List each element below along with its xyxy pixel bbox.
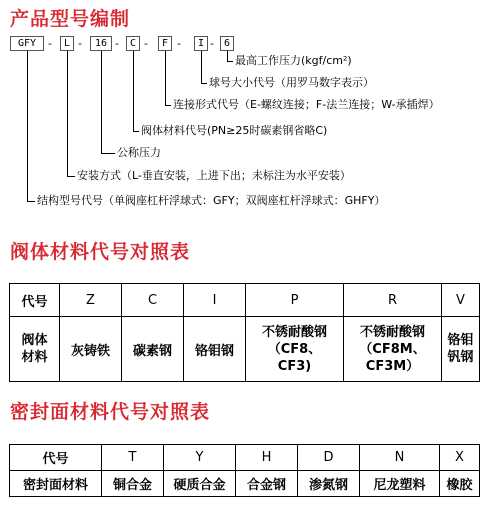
material-line: 不锈耐酸钢 (359, 324, 425, 340)
material-line: 钒钢 (447, 350, 474, 365)
code-box-c: C (126, 36, 140, 51)
code-box-l: L (60, 36, 74, 51)
code-cell: P (246, 284, 344, 317)
code-box-6: 6 (220, 36, 234, 51)
connector-line (67, 176, 75, 177)
material-cell: 碳素钢 (122, 317, 184, 382)
row-label-cell: 密封面材料 (10, 471, 102, 497)
material-cell (442, 317, 480, 382)
material-line: 铬钼 (447, 333, 474, 348)
code-box-16: 16 (90, 36, 112, 51)
material-cell: 铬钼钢 (184, 317, 246, 382)
table-row (10, 471, 480, 497)
desc-body-material: 阀体材料代号(PN≥25时碳素钢省略C) (141, 124, 328, 137)
material-line: CF3) (277, 358, 312, 374)
material-line: 不锈耐酸钢 (261, 324, 327, 340)
material-cell: 尼龙塑料 (360, 471, 440, 497)
code-cell: R (344, 284, 442, 317)
section-title-seal-material: 密封面材料代号对照表 (10, 401, 211, 423)
table-header-row (10, 445, 480, 471)
desc-install-mode: 安装方式（L-垂直安装，上进下出；未标注为水平安装） (77, 169, 351, 182)
code-box-gfy: GFY (10, 36, 44, 51)
code-separator: - (177, 37, 181, 50)
connector-line (27, 51, 28, 202)
header-cell: 代号 (10, 445, 102, 471)
material-cell: 灰铸铁 (60, 317, 122, 382)
code-cell: Y (164, 445, 236, 471)
desc-max-pressure: 最高工作压力(kgf/cm²) (235, 54, 352, 67)
code-cell: C (122, 284, 184, 317)
connector-line (133, 131, 139, 132)
code-box-f: F (158, 36, 172, 51)
desc-connection-type: 连接形式代号（E-螺纹连接；F-法兰连接；W-承插焊） (173, 98, 440, 111)
material-line: （CF8、 (267, 341, 322, 357)
connector-line (165, 105, 171, 106)
table-row (10, 317, 480, 382)
connector-line (165, 51, 166, 106)
material-cell (246, 317, 344, 382)
code-separator: - (144, 37, 148, 50)
desc-nominal-pressure: 公称压力 (117, 146, 161, 159)
material-line: CF3M） (365, 358, 420, 374)
code-cell: Z (60, 284, 122, 317)
connector-line (67, 51, 68, 177)
material-cell (344, 317, 442, 382)
code-cell: X (440, 445, 480, 471)
row-label-line: 阀体 (21, 333, 48, 348)
connector-line (201, 83, 207, 84)
code-separator: - (115, 37, 119, 50)
material-cell: 合金钢 (236, 471, 298, 497)
desc-ball-size: 球号大小代号（用罗马数字表示） (209, 76, 374, 89)
connector-line (101, 153, 115, 154)
section-title-model-code: 产品型号编制 (10, 8, 131, 30)
section-title-body-material: 阀体材料代号对照表 (10, 241, 191, 263)
body-material-table (9, 283, 480, 382)
row-label-cell (10, 317, 60, 382)
code-cell: I (184, 284, 246, 317)
material-cell: 渗氮钢 (298, 471, 360, 497)
connector-line (201, 51, 202, 84)
row-label-line: 材料 (21, 350, 48, 365)
material-cell: 橡胶 (440, 471, 480, 497)
material-line: （CF8M、 (359, 341, 426, 357)
connector-line (227, 61, 233, 62)
seal-material-table (9, 444, 480, 497)
code-cell: V (442, 284, 480, 317)
code-cell: D (298, 445, 360, 471)
desc-structure-type: 结构型号代号（单阀座杠杆浮球式：GFY；双阀座杠杆浮球式：GHFY） (37, 194, 386, 207)
material-cell: 铜合金 (102, 471, 164, 497)
model-code-diagram (0, 0, 486, 230)
code-separator: - (48, 37, 52, 50)
connector-line (101, 51, 102, 154)
code-separator: - (78, 37, 82, 50)
code-cell: N (360, 445, 440, 471)
connector-line (133, 51, 134, 132)
material-cell: 硬质合金 (164, 471, 236, 497)
code-separator: - (210, 37, 214, 50)
code-cell: T (102, 445, 164, 471)
table-header-row (10, 284, 480, 317)
header-cell: 代号 (10, 284, 60, 317)
connector-line (27, 201, 35, 202)
code-cell: H (236, 445, 298, 471)
code-box-i: I (194, 36, 208, 51)
